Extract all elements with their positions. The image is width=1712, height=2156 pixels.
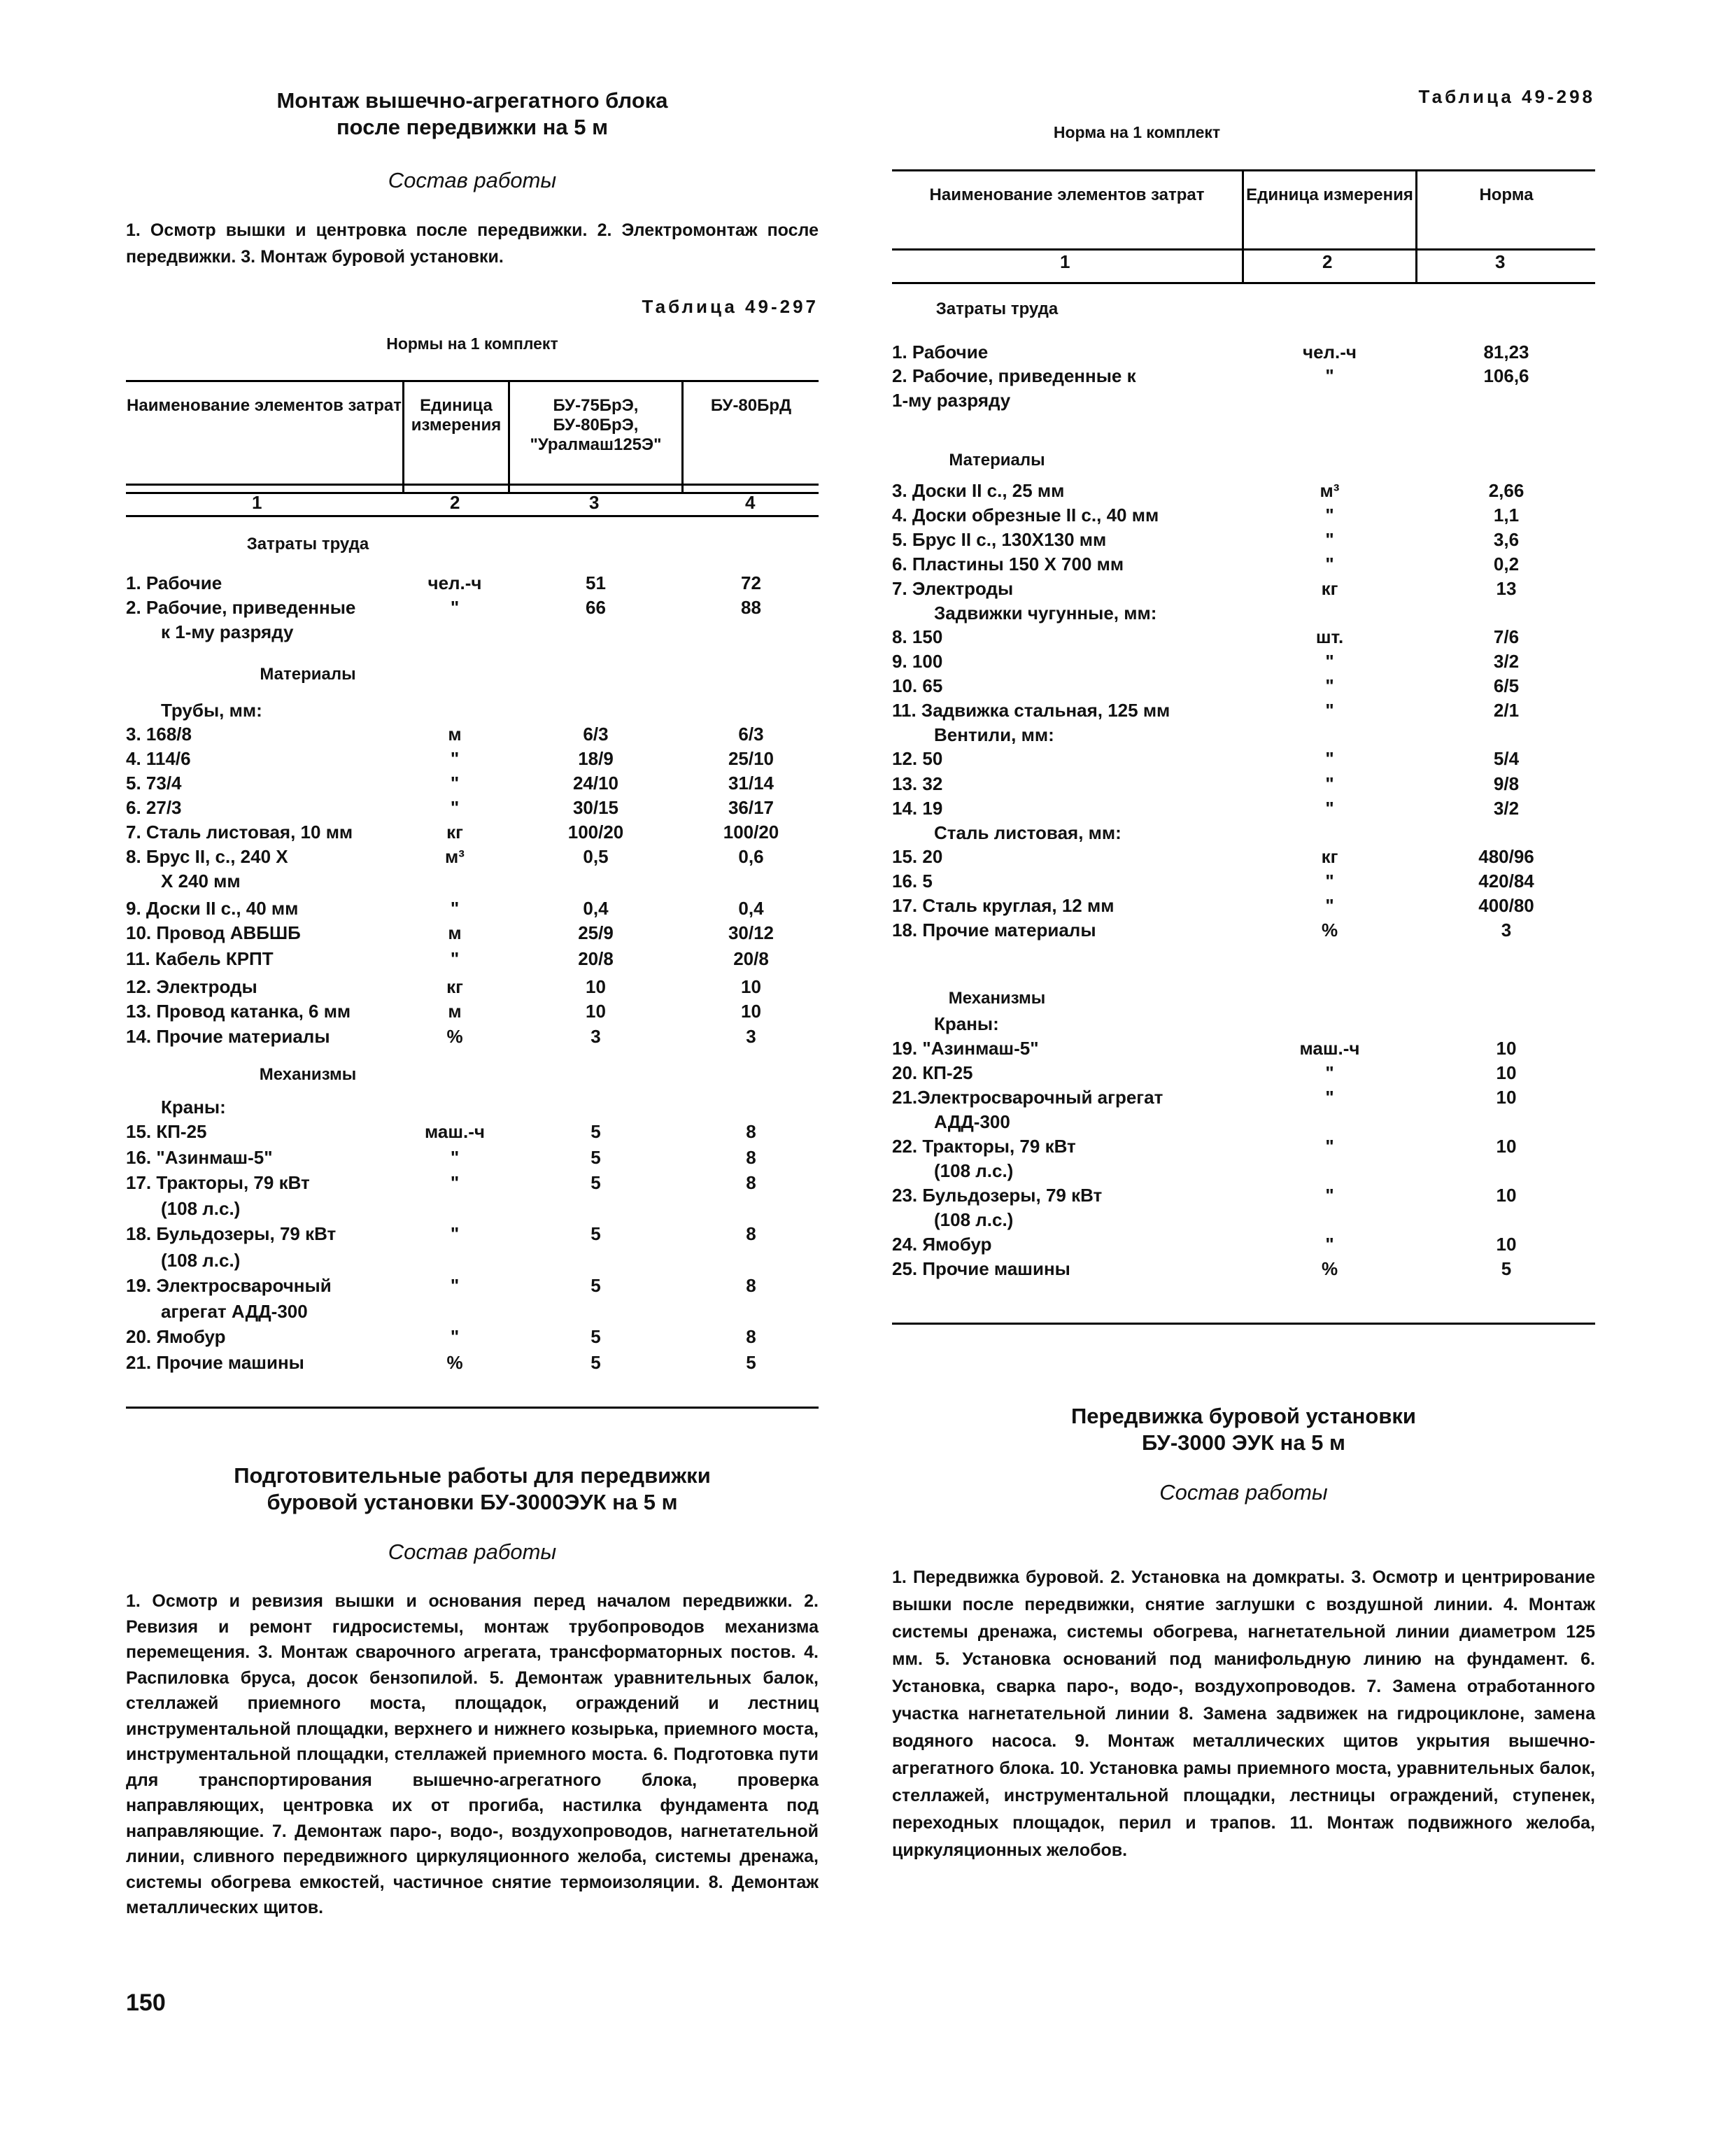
cell-name: 16. 5 bbox=[892, 871, 933, 892]
section2-labor: Затраты труда bbox=[935, 300, 1059, 318]
cell-name: X 240 мм bbox=[161, 871, 241, 892]
cell-unit: % bbox=[446, 1026, 463, 1047]
composition-label-2: Состав работы bbox=[388, 1540, 557, 1564]
cell-v1: 25/9 bbox=[578, 922, 614, 943]
cell-unit: " bbox=[1325, 1136, 1334, 1157]
cell-unit: " bbox=[1325, 1234, 1334, 1255]
cell-v: 10 bbox=[1496, 1087, 1517, 1108]
cell-name: 4. 114/6 bbox=[126, 748, 191, 769]
composition-label: Состав работы bbox=[388, 168, 557, 192]
cell-unit: " bbox=[1325, 1087, 1334, 1108]
cell-unit: " bbox=[1325, 798, 1334, 819]
cell-v1: 10 bbox=[586, 1001, 606, 1022]
table-end-rule bbox=[126, 1407, 819, 1409]
cell-name: 18. Прочие материалы bbox=[892, 920, 1096, 940]
cell-unit: % bbox=[446, 1352, 463, 1373]
cell-name: 2. Рабочие, приведенные к bbox=[892, 365, 1136, 386]
cell-unit: " bbox=[1325, 529, 1334, 550]
cell-v1: 20/8 bbox=[578, 948, 614, 969]
cell-v: 2/1 bbox=[1493, 700, 1520, 721]
cell-name: АДД-300 bbox=[934, 1111, 1010, 1132]
composition-text: 1. Осмотр вышки и центровка после передвижки. 2. Электромонтаж после передвижки. 3. Монтаж буровой установки. bbox=[126, 220, 819, 267]
cell-unit: " bbox=[1325, 554, 1334, 575]
cell-v1: 0,5 bbox=[583, 846, 609, 867]
cell-unit: " bbox=[1325, 895, 1334, 916]
header2-unit: Единица измерения bbox=[1246, 185, 1413, 204]
section-labor: Затраты труда bbox=[246, 535, 369, 554]
cell-v: 10 bbox=[1496, 1038, 1517, 1059]
cell-unit: " bbox=[450, 898, 460, 919]
table2-end-rule bbox=[892, 1323, 1595, 1325]
section-materials: Материалы bbox=[260, 665, 356, 684]
cell-v1: 5 bbox=[590, 1172, 601, 1193]
cell-v1: 5 bbox=[590, 1147, 601, 1168]
cell-v1: 5 bbox=[590, 1326, 601, 1347]
cell-name: 6. Пластины 150 X 700 мм bbox=[892, 554, 1124, 575]
cell-name: 20. Ямобур bbox=[126, 1326, 226, 1347]
cell-unit: " bbox=[450, 1223, 460, 1244]
cell-v: 10 bbox=[1496, 1062, 1517, 1083]
header-bottom-rule bbox=[126, 515, 819, 517]
cell-unit: " bbox=[1325, 773, 1334, 794]
table-header bbox=[126, 380, 819, 494]
cell-unit: " bbox=[450, 748, 460, 769]
cell-unit: чел.-ч bbox=[427, 572, 482, 593]
cell-name: 13. Провод катанка, 6 мм bbox=[126, 1001, 351, 1022]
cell-name: Сталь листовая, мм: bbox=[934, 822, 1122, 843]
cell-v: 400/80 bbox=[1478, 895, 1534, 916]
cell-name: (108 л.с.) bbox=[934, 1209, 1014, 1230]
cell-unit: " bbox=[450, 948, 460, 969]
cell-v1: 24/10 bbox=[572, 773, 619, 794]
cell-unit: " bbox=[450, 1147, 460, 1168]
cell-unit: м bbox=[448, 724, 462, 745]
table-header-2 bbox=[892, 169, 1595, 284]
cell-v2: 0,4 bbox=[738, 898, 764, 919]
cell-name: 24. Ямобур bbox=[892, 1234, 992, 1255]
header-unit: Единица измерения bbox=[411, 396, 502, 435]
cell-unit: шт. bbox=[1315, 626, 1344, 647]
cell-name: 11. Задвижка стальная, 125 мм bbox=[892, 700, 1170, 721]
cell-unit: м bbox=[448, 1001, 462, 1022]
cell-unit: " bbox=[450, 1275, 460, 1296]
cell-name: 14. 19 bbox=[892, 798, 943, 819]
cell-v: 480/96 bbox=[1478, 846, 1534, 867]
cell-v2: 20/8 bbox=[733, 948, 769, 969]
cell-v: 106,6 bbox=[1483, 365, 1529, 386]
cell-v: 0,2 bbox=[1493, 554, 1520, 575]
cell-v2: 8 bbox=[746, 1147, 756, 1168]
cell-unit: % bbox=[1321, 920, 1338, 940]
cell-unit: " bbox=[450, 797, 460, 818]
cell-name: Краны: bbox=[934, 1013, 999, 1034]
cell-v2: 5 bbox=[746, 1352, 756, 1373]
cell-name: 8. 150 bbox=[892, 626, 943, 647]
cell-name: 18. Бульдозеры, 79 кВт bbox=[126, 1223, 337, 1244]
cell-name: 3. Доски II с., 25 мм bbox=[892, 480, 1065, 501]
cell-unit: " bbox=[1325, 871, 1334, 892]
cell-v2: 30/12 bbox=[728, 922, 774, 943]
cell-v1: 66 bbox=[586, 597, 606, 618]
cell-v2: 8 bbox=[746, 1223, 756, 1244]
cell-unit: " bbox=[1325, 748, 1334, 769]
cell-unit: " bbox=[1325, 700, 1334, 721]
cell-name: 12. Электроды bbox=[126, 976, 257, 997]
section-mechanisms: Механизмы bbox=[259, 1065, 357, 1084]
cell-name: 15. 20 bbox=[892, 846, 943, 867]
cell-unit: маш.-ч bbox=[1299, 1038, 1360, 1059]
cell-v1: 6/3 bbox=[583, 724, 609, 745]
cell-name: 25. Прочие машины bbox=[892, 1258, 1070, 1279]
cell-v2: 88 bbox=[741, 597, 761, 618]
cell-unit: " bbox=[1325, 505, 1334, 526]
cell-name: 4. Доски обрезные II с., 40 мм bbox=[892, 505, 1159, 526]
cell-v2: 72 bbox=[741, 572, 761, 593]
cell-unit: кг bbox=[446, 822, 463, 843]
cell-v1: 5 bbox=[590, 1223, 601, 1244]
section2-mechanisms: Механизмы bbox=[948, 989, 1046, 1008]
cell-name: Трубы, мм: bbox=[161, 700, 262, 721]
cell-name: 1. Рабочие bbox=[892, 341, 989, 362]
norms-caption-2: Норма на 1 комплект bbox=[1053, 123, 1221, 141]
cell-name: Вентили, мм: bbox=[934, 724, 1054, 745]
cell-name: 15. КП-25 bbox=[126, 1121, 207, 1142]
composition-text-2: 1. Осмотр и ревизия вышки и основания перед началом передвижки. 2. Ревизия и ремонт гидросистемы, монтаж трубопроводов механизма перемещения. 3. Монтаж сварочного агрегата, трансформаторных постов. 4. Распиловка бруса, досок бензопилой. 5. Демонтаж уравнительных балок, стеллажей приемного моста, площадок, ограждений и лестниц инструментальной площадки, верхнего и нижнего козырька, приемного моста, инструментальной площадки, стеллажей приемного моста. 6. Подготовка пути для транспортирования вышечно-агрегатного блока, проверка направляющих, центровка их от прогиба, настилка фундамента под направляющие. 7. Демонтаж паро-, водо-, воздухопроводов, нагнетательной линии, сливного передвижного циркуляционного желоба, системы дренажа, системы обогрева емкостей, частичное снятие термоизоляции. 8. Демонтаж металлических щитов. bbox=[126, 1591, 819, 1917]
cell-unit: " bbox=[1325, 675, 1334, 696]
cell-v2: 8 bbox=[746, 1326, 756, 1347]
cell-name: (108 л.с.) bbox=[161, 1250, 241, 1271]
cell-unit: маш.-ч bbox=[425, 1121, 485, 1142]
section2-materials: Материалы bbox=[949, 451, 1045, 470]
cell-name: 21.Электросварочный агрегат bbox=[892, 1087, 1163, 1108]
cell-unit: " bbox=[450, 1326, 460, 1347]
cell-unit: м³ bbox=[1320, 480, 1340, 501]
cell-name: 7. Электроды bbox=[892, 578, 1014, 599]
cell-name: 12. 50 bbox=[892, 748, 943, 769]
cell-unit: кг bbox=[1321, 846, 1338, 867]
cell-name: к 1-му разряду bbox=[161, 621, 294, 642]
cell-name: Задвижки чугунные, мм: bbox=[934, 603, 1157, 623]
cell-name: 14. Прочие материалы bbox=[126, 1026, 330, 1047]
cell-v1: 5 bbox=[590, 1121, 601, 1142]
cell-v: 5 bbox=[1501, 1258, 1512, 1279]
cell-unit: " bbox=[450, 597, 460, 618]
cell-v: 7/6 bbox=[1493, 626, 1520, 647]
cell-unit: % bbox=[1321, 1258, 1338, 1279]
cell-name: 11. Кабель КРПТ bbox=[126, 948, 274, 969]
cell-unit: " bbox=[1325, 365, 1334, 386]
cell-v1: 100/20 bbox=[567, 822, 624, 843]
cell-name: 1. Рабочие bbox=[126, 572, 222, 593]
cell-v2: 0,6 bbox=[738, 846, 764, 867]
cell-unit: чел.-ч bbox=[1302, 341, 1357, 362]
cell-v: 3,6 bbox=[1493, 529, 1520, 550]
section-title-mounting: Монтаж вышечно-агрегатного блока после передвижки на 5 м bbox=[276, 88, 668, 139]
cell-v2: 10 bbox=[741, 1001, 761, 1022]
cell-name: 5. 73/4 bbox=[126, 773, 182, 794]
cell-unit: " bbox=[450, 773, 460, 794]
cell-v1: 18/9 bbox=[578, 748, 614, 769]
cell-v: 3 bbox=[1501, 920, 1512, 940]
cell-name: Краны: bbox=[161, 1097, 226, 1118]
cell-v2: 6/3 bbox=[738, 724, 764, 745]
cell-name: 16. "Азинмаш-5" bbox=[126, 1147, 273, 1168]
header2-cost-elements: Наименование элементов затрат bbox=[929, 185, 1205, 204]
cell-unit: " bbox=[450, 1172, 460, 1193]
cell-name: (108 л.с.) bbox=[934, 1160, 1014, 1181]
cell-unit: кг bbox=[446, 976, 463, 997]
composition-text-3: 1. Передвижка буровой. 2. Установка на домкраты. 3. Осмотр и центрирование вышки после передвижки, снятие заглушки с воздушной линии. 4. Монтаж системы дренажа, системы обогрева, нагнетательной линии диаметром 125 мм. 5. Установка оснований под манифольдную линию на фундамент. 6. Установка, сварка паро-, водо-, воздухопроводов. 7. Замена отработанного участка нагнетательной линии 8. Замена задвижек на гидроциклоне, замена водяного насоса. 9. Монтаж металлических щитов укрытия вышечно-агрегатного блока. 10. Установка рамы приемного моста, уравнительных балок, стеллажей, инструментальной площадки, лестницы ограждений, ступенек, переходных площадок, перил и трапов. 11. Монтаж подвижного желоба, циркуляционных желобов. bbox=[892, 1567, 1595, 1860]
cell-v: 3/2 bbox=[1493, 798, 1520, 819]
cell-unit: " bbox=[1325, 1062, 1334, 1083]
header2-norm: Норма bbox=[1479, 185, 1534, 204]
cell-v: 10 bbox=[1496, 1234, 1517, 1255]
cell-v: 13 bbox=[1496, 578, 1517, 599]
cell-unit: м³ bbox=[445, 846, 465, 867]
cell-name: 17. Сталь круглая, 12 мм bbox=[892, 895, 1115, 916]
cell-unit: " bbox=[1325, 651, 1334, 672]
cell-name: 19. Электросварочный bbox=[126, 1275, 332, 1296]
cell-name: 6. 27/3 bbox=[126, 797, 182, 818]
cell-v: 1,1 bbox=[1493, 505, 1520, 526]
table-number: Таблица 49-297 bbox=[642, 296, 819, 317]
cell-name: 21. Прочие машины bbox=[126, 1352, 304, 1373]
cell-v1: 3 bbox=[590, 1026, 601, 1047]
header-bu75: БУ-75БрЭ, БУ-80БрЭ, "Уралмаш125Э" bbox=[530, 396, 662, 454]
norms-caption: Нормы на 1 комплект bbox=[386, 334, 558, 353]
cell-name: 13. 32 bbox=[892, 773, 943, 794]
section-title-preparatory: Подготовительные работы для передвижки буровой установки БУ-3000ЭУК на 5 м bbox=[234, 1463, 711, 1514]
cell-v1: 10 bbox=[586, 976, 606, 997]
cell-v: 420/84 bbox=[1478, 871, 1534, 892]
cell-name: 9. 100 bbox=[892, 651, 943, 672]
cell-v: 81,23 bbox=[1483, 341, 1529, 362]
cell-v2: 36/17 bbox=[728, 797, 774, 818]
cell-name: 8. Брус II, с., 240 X bbox=[126, 846, 288, 867]
cell-unit: м bbox=[448, 922, 462, 943]
cell-name: 10. 65 bbox=[892, 675, 943, 696]
cell-v2: 31/14 bbox=[728, 773, 774, 794]
cell-v1: 5 bbox=[590, 1352, 601, 1373]
cell-v: 10 bbox=[1496, 1185, 1517, 1206]
cell-v2: 8 bbox=[746, 1121, 756, 1142]
cell-name: 3. 168/8 bbox=[126, 724, 192, 745]
cell-v2: 25/10 bbox=[728, 748, 774, 769]
table-number-2: Таблица 49-298 bbox=[1418, 86, 1595, 107]
cell-name: 20. КП-25 bbox=[892, 1062, 973, 1083]
cell-v: 5/4 bbox=[1493, 748, 1520, 769]
cell-v2: 3 bbox=[746, 1026, 756, 1047]
cell-name: 19. "Азинмаш-5" bbox=[892, 1038, 1039, 1059]
header-cost-elements: Наименование элементов затрат bbox=[127, 396, 402, 415]
composition-label-3: Состав работы bbox=[1159, 1480, 1328, 1505]
cell-v1: 0,4 bbox=[583, 898, 609, 919]
cell-unit: " bbox=[1325, 1185, 1334, 1206]
cell-name: 9. Доски II с., 40 мм bbox=[126, 898, 299, 919]
cell-v: 10 bbox=[1496, 1136, 1517, 1157]
cell-v: 9/8 bbox=[1493, 773, 1520, 794]
cell-v2: 8 bbox=[746, 1275, 756, 1296]
cell-v1: 51 bbox=[586, 572, 606, 593]
cell-v2: 8 bbox=[746, 1172, 756, 1193]
cell-v: 2,66 bbox=[1488, 480, 1524, 501]
header-bu80: БУ-80БрД bbox=[710, 396, 792, 415]
cell-name: 1-му разряду bbox=[892, 390, 1011, 411]
cell-name: 2. Рабочие, приведенные bbox=[126, 597, 356, 618]
cell-v2: 100/20 bbox=[723, 822, 779, 843]
cell-name: агрегат АДД-300 bbox=[161, 1301, 308, 1322]
section-title-moving: Передвижка буровой установки БУ-3000 ЭУК на 5 м bbox=[1071, 1404, 1416, 1455]
cell-name: (108 л.с.) bbox=[161, 1198, 241, 1219]
cell-v: 6/5 bbox=[1493, 675, 1520, 696]
cell-name: 10. Провод АВБШБ bbox=[126, 922, 301, 943]
cell-name: 5. Брус II с., 130X130 мм bbox=[892, 529, 1107, 550]
cell-name: 22. Тракторы, 79 кВт bbox=[892, 1136, 1076, 1157]
cell-name: 23. Бульдозеры, 79 кВт bbox=[892, 1185, 1103, 1206]
cell-unit: кг bbox=[1321, 578, 1338, 599]
cell-v2: 10 bbox=[741, 976, 761, 997]
cell-v1: 30/15 bbox=[572, 797, 619, 818]
cell-v1: 5 bbox=[590, 1275, 601, 1296]
cell-name: 7. Сталь листовая, 10 мм bbox=[126, 822, 353, 843]
page-number: 150 bbox=[126, 1989, 166, 2016]
cell-name: 17. Тракторы, 79 кВт bbox=[126, 1172, 310, 1193]
cell-v: 3/2 bbox=[1493, 651, 1520, 672]
